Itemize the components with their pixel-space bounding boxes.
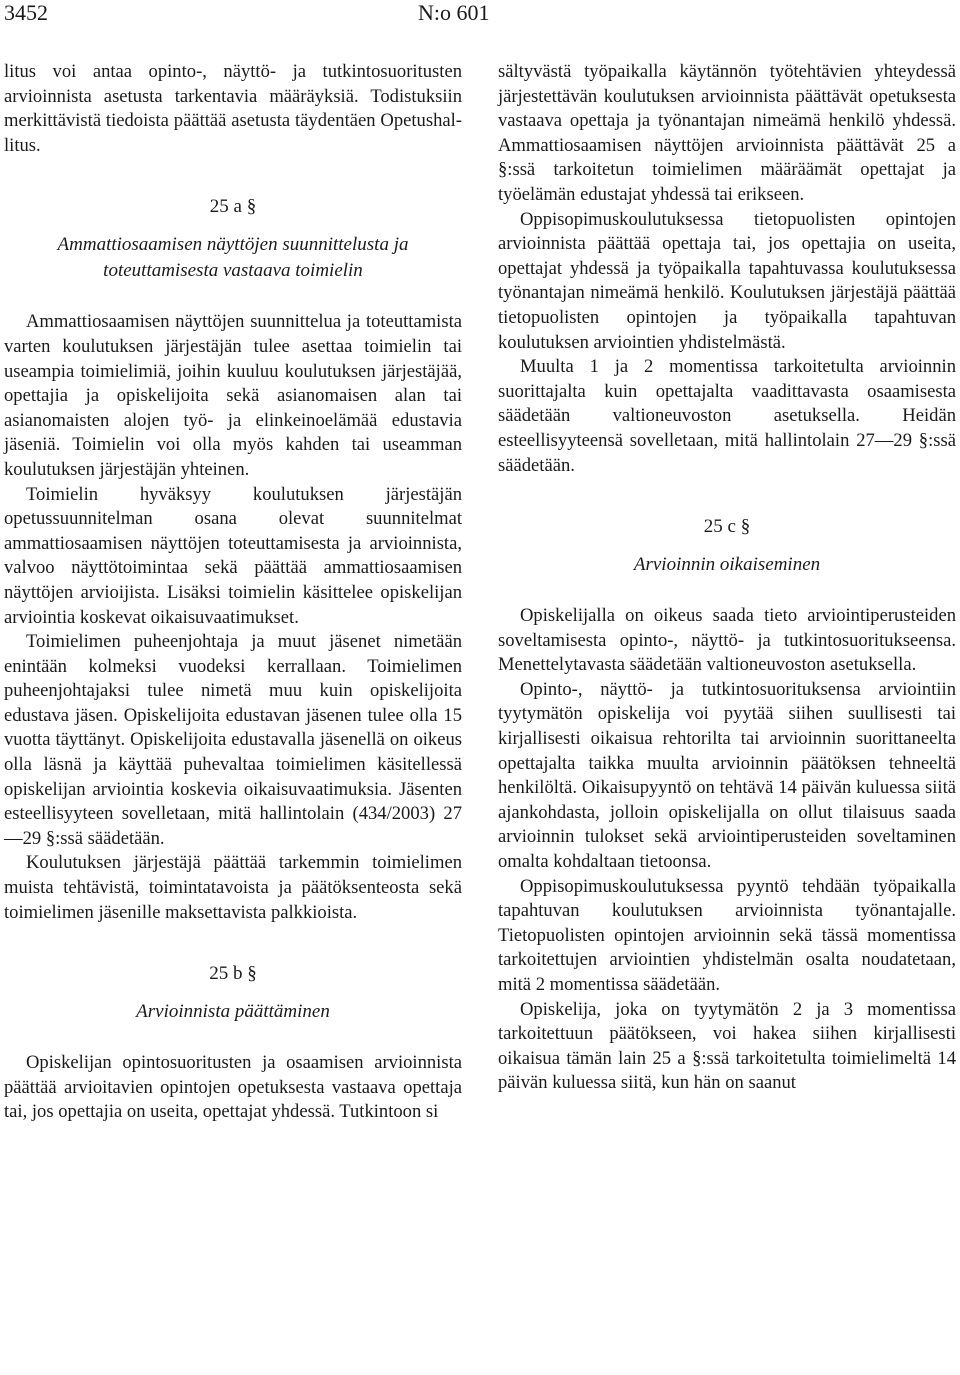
right-column <box>498 60 956 1096</box>
section-25a-title: Ammattiosaamisen näyttöjen suunnittelusta ja toteuttamisesta vastaava toimielin <box>57 234 409 282</box>
page-header <box>0 0 960 34</box>
section-25c-paragraph-1: Opiskelijalla on oikeus saada tieto arviointiperusteiden soveltamisesta opinto-, näyttö- ja tutkintosuoritukseensa. Menettelytavasta säädetään valtioneuvoston asetuksella. <box>498 605 956 676</box>
section-25b-number: 25 b § <box>209 963 257 985</box>
section-25b-title: Arvioinnista päättäminen <box>136 1001 330 1023</box>
section-25b-paragraph-2: Oppisopimuskoulutuksessa tietopuolisten opintojen arvioinnista päättää opettaja tai, jos opettajia on useita, opettajat yhdessä ja työpaikalla tapahtuvassa koulutuksessa työnantajan nimeämä henkilö. Koulutuksen järjestäjä päättää tietopuolisten opintojen ja työpaikalla tapahtuvan koulutuksen arviointien yhdistelmästä. <box>498 208 956 353</box>
section-25c-number: 25 c § <box>703 516 751 538</box>
section-25c-paragraph-4: Opiskelija, joka on tyytymätön 2 ja 3 momentissa tarkoitettuun päätökseen, voi hakea siihen kirjallisesti oikaisua tämän lain 25 a §:ssä tarkoitetulta toimielimeltä 14 päivän kuluessa siitä, kun hän on saanut <box>498 998 956 1094</box>
section-25a-paragraph-3: Toimielimen puheenjohtaja ja muut jäsenet nimetään enintään kolmeksi vuodeksi kerrallaan. Toimielimen puheenjohtajaksi tulee nimetä muu kuin opiskelijoita edustava jäsen. Opiskelijoita edustavan jäsenen tulee olla 15 vuotta täyttänyt. Opiskelijoita edustavalla jäsenellä on oikeus olla läsnä ja käyttää puhevaltaa toimielimen käsitellessä opiskelijan arviointia koskevia oikaisuvaatimuksia. Jäsenten esteellisyyteen sovelletaan, mitä hallintolain (434/2003) 27—29 §:ssä säädetään. <box>4 631 462 849</box>
section-25a-paragraph-4: Koulutuksen järjestäjä päättää tarkemmin toimielimen muista tehtävistä, toimintatavoista ja päätöksenteosta sekä toimielimen jäsenille maksettavista palkkioista. <box>4 852 462 923</box>
section-25c-title: Arvioinnin oikaiseminen <box>633 554 821 576</box>
section-25c-paragraph-2: Opinto-, näyttö- ja tutkintosuorituksensa arviointiin tyytymätön opiskelija voi pyytää siihen suullisesti tai kirjallisesti oikaisua rehtorilta tai arvioinnin suorittaneelta opettajalta taikka muulta arvioinnin päätöksen tehneeltä henkilöltä. Oikaisupyyntö on tehtävä 14 päivän kuluessa siitä ajankohdasta, jolloin opiskelijalla on ollut tilaisuus saada arvioinnin tulokset sekä arviointiperusteiden soveltaminen omalta kohdaltaan tietoonsa. <box>498 678 956 873</box>
section-25b-paragraph-3: Muulta 1 ja 2 momentissa tarkoitetulta arvioinnin suorittajalta kuin opettajalta vaadittavasta osaamisesta säädetään valtioneuvoston asetuksella. Heidän esteellisyyteensä sovelletaan, mitä hallintolain 27—29 §:ssä säädetään. <box>498 356 956 476</box>
left-column <box>4 60 462 1125</box>
section-25a-paragraph-2: Toimielin hyväksyy koulutuksen järjestäjän opetussuunnitelman osana olevat suunnitelmat ammattiosaamisen näyttöjen toteuttamisesta ja arvioinnista, valvoo näyttötoimintaa sekä päättää ammattiosaamisen näyttöjen arvioijista. Lisäksi toimielin käsittelee opiskelijan arviointia koskevat oikaisuvaatimukset. <box>4 483 462 628</box>
section-25c-paragraph-3: Oppisopimuskoulutuksessa pyyntö tehdään työpaikalla tapahtuvan koulutuksen arvioinnista työnantajalle. Tietopuolisten opintojen arvioinnin sekä tässä momentissa tarkoitettujen arviointien yhdistelmän osalta noudatetaan, mitä 2 momentissa säädetään. <box>498 875 956 995</box>
section-25a-number: 25 a § <box>209 196 257 218</box>
intro-paragraph: litus voi antaa opinto-, näyttö- ja tutkintosuoritusten arvioinnista asetusta tarkentavia määräyksiä. Todistuksiin merkittävistä tiedoista päättää asetusta täydentäen Opetushallitus. <box>4 61 462 156</box>
section-25b-paragraph-1-continued: sältyvästä työpaikalla käytännön työtehtävien yhteydessä järjestettävän koulutuksen arvioinnista päättävät opetuksesta vastaava opettaja ja työnantajan nimeämä henkilö yhdessä. Ammattiosaamisen näyttöjen arvioinnista päättävät 25 a §:ssä tarkoitetun toimielimen määräämät opettajat ja työelämän edustajat yhdessä tai erikseen. <box>498 61 956 205</box>
section-25b-paragraph-1: Opiskelijan opintosuoritusten ja osaamisen arvioinnista päättää arvioitavien opintojen opetuksesta vastaava opettaja tai, jos opettajia on useita, opettajat yhdessä. Tutkintoon si <box>4 1052 462 1123</box>
section-25a-paragraph-1: Ammattiosaamisen näyttöjen suunnittelua ja toteuttamista varten koulutuksen järjestäjän tulee asettaa toimielin tai useampia toimielimiä, joihin kuuluu koulutuksen järjestäjää, opettajia ja opiskelijoita sekä asianomaisen alan tai asianomaisten alojen työ- ja elinkeinoelämää edustavia jäseniä. Toimielin voi olla myös kahden tai useamman koulutuksen järjestäjän yhteinen. <box>4 311 462 480</box>
issue-number: N:o 601 <box>418 0 490 25</box>
page-number: 3452 <box>4 0 48 25</box>
